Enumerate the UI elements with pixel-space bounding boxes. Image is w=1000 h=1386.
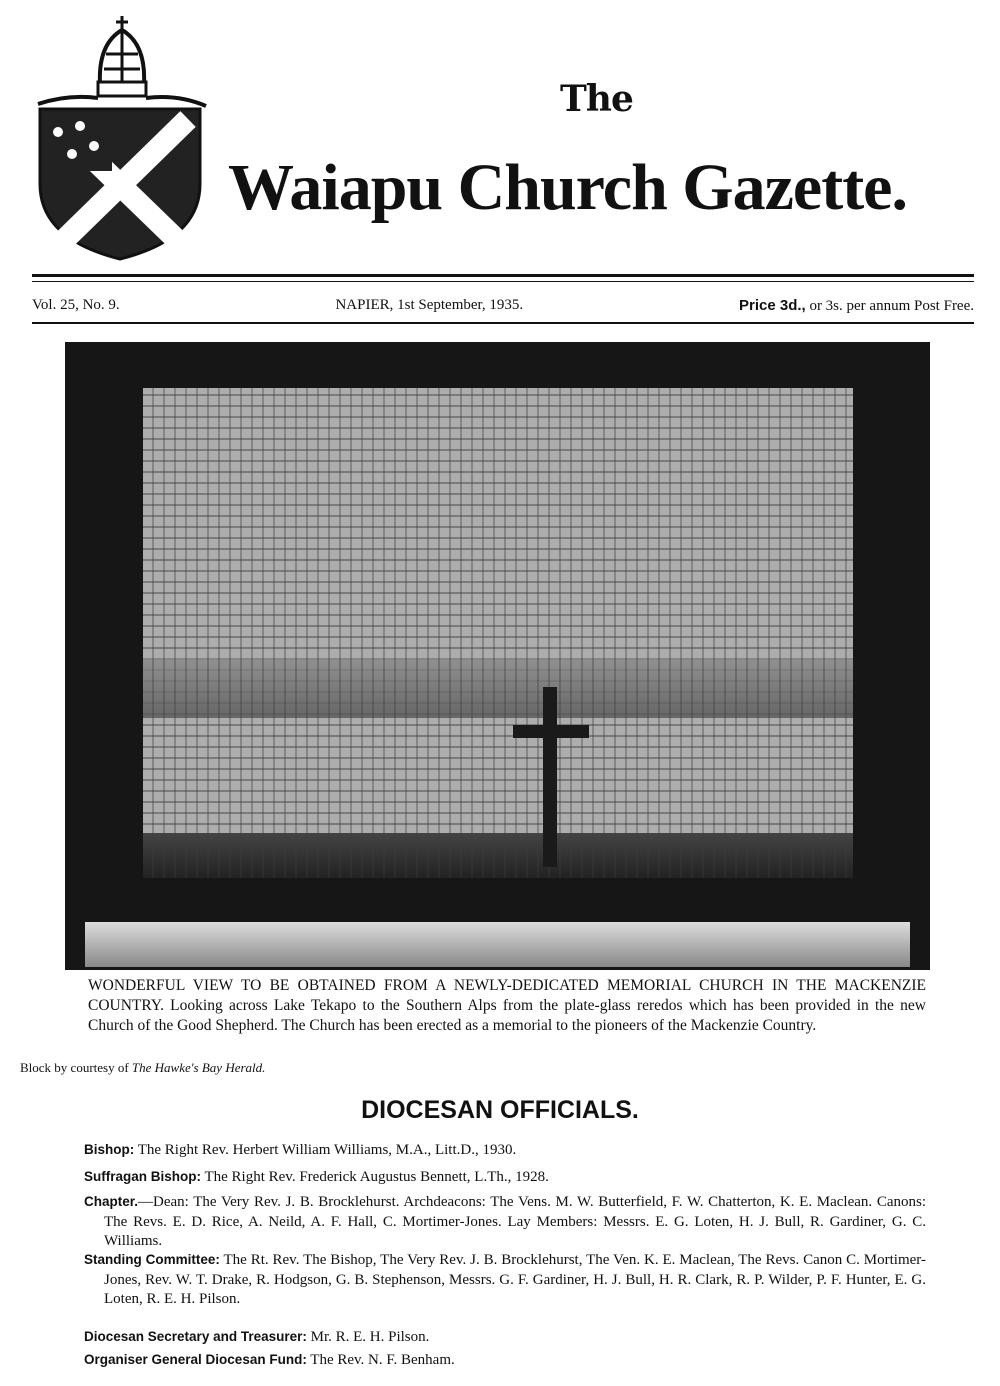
photo-caption: WONDERFUL VIEW TO BE OBTAINED FROM A NEWLY-DEDICATED MEMORIAL CHURCH IN THE MACKENZIE COUNTRY. Looking across Lake Tekapo to the Southern Alps from the plate-glass reredos which has been provided in the new Church of the Good Shepherd. The Church has been erected as a memorial to the pioneers of the Mackenzie Country. [88,977,926,1034]
entry-label: Chapter. [84,1194,139,1209]
masthead-rule-thin [32,281,974,282]
dateline: NAPIER, 1st September, 1935. [335,297,524,313]
masthead-rule [32,274,974,277]
mountains [143,658,853,718]
entry-text: The Right Rev. Herbert William Williams, M.A., Litt.D., 1930. [134,1142,517,1158]
treeline [143,833,853,878]
entry-text: Mr. R. E. H. Pilson. [306,1329,430,1345]
entry-label: Suffragan Bishop: [84,1169,201,1184]
entry-text: —Dean: The Very Rev. J. B. Brocklehurst. Archdeacons: The Vens. M. W. Butterfield, F. W. Chatterton, K. E. Maclean. Canons: The Revs. E. D. Rice, A. Neild, A. F. Hall, C. Mortimer-Jones. Lay Members: Messrs. E. G. Loten, H. J. Bull, R. Gardiner, G. C. Williams. [104,1194,926,1249]
diocesan-crest-mitre-shield-icon [28,14,208,264]
price-rest: or 3s. per annum Post Free. [805,298,974,314]
price-bold: Price 3d., [738,297,806,314]
window-pane [143,388,853,878]
entry-label: Bishop: [84,1142,135,1157]
entry-text: The Right Rev. Frederick Augustus Bennett, L.Th., 1928. [201,1169,549,1185]
entry-text: The Rt. Rev. The Bishop, The Very Rev. J. B. Brocklehurst, The Ven. K. E. Maclean, The Revs. Canon C. Mortimer-Jones, Rev. W. T. Drake, R. Hodgson, G. B. Stephenson, Messrs. G. F. Gardiner, H. J. Bull, H. R. Clark, R. P. Wilder, P. F. Hunter, E. G. Loten, R. E. H. Pilson. [104,1252,926,1307]
entry-label: Diocesan Secretary and Treasurer: [84,1329,307,1344]
window-sill [85,922,910,967]
section-heading: DIOCESAN OFFICIALS. [361,1096,639,1124]
entry-text: The Rev. N. F. Benham. [306,1352,455,1368]
volume-number: Vol. 25, No. 9. [32,297,120,313]
masthead-title: Waiapu Church Gazette. [228,151,907,224]
cross-icon [543,687,557,867]
credit-source: The Hawke's Bay Herald. [131,1060,266,1075]
official-entry [84,1140,926,1161]
issue-info-line [32,297,974,315]
official-entry [84,1327,926,1348]
official-entry [84,1167,926,1188]
official-entry [84,1350,926,1371]
price [739,297,974,315]
official-entry [84,1250,926,1310]
photo-credit [20,1060,265,1076]
photo-window-view [65,342,930,970]
entry-label: Organiser General Diocesan Fund: [84,1352,307,1367]
credit-prefix: Block by courtesy of [20,1060,132,1075]
masthead-the: The [560,78,633,120]
entry-label: Standing Committee: [84,1252,220,1267]
cross-bar [513,725,589,738]
info-rule [32,322,974,324]
official-entry [84,1192,926,1252]
